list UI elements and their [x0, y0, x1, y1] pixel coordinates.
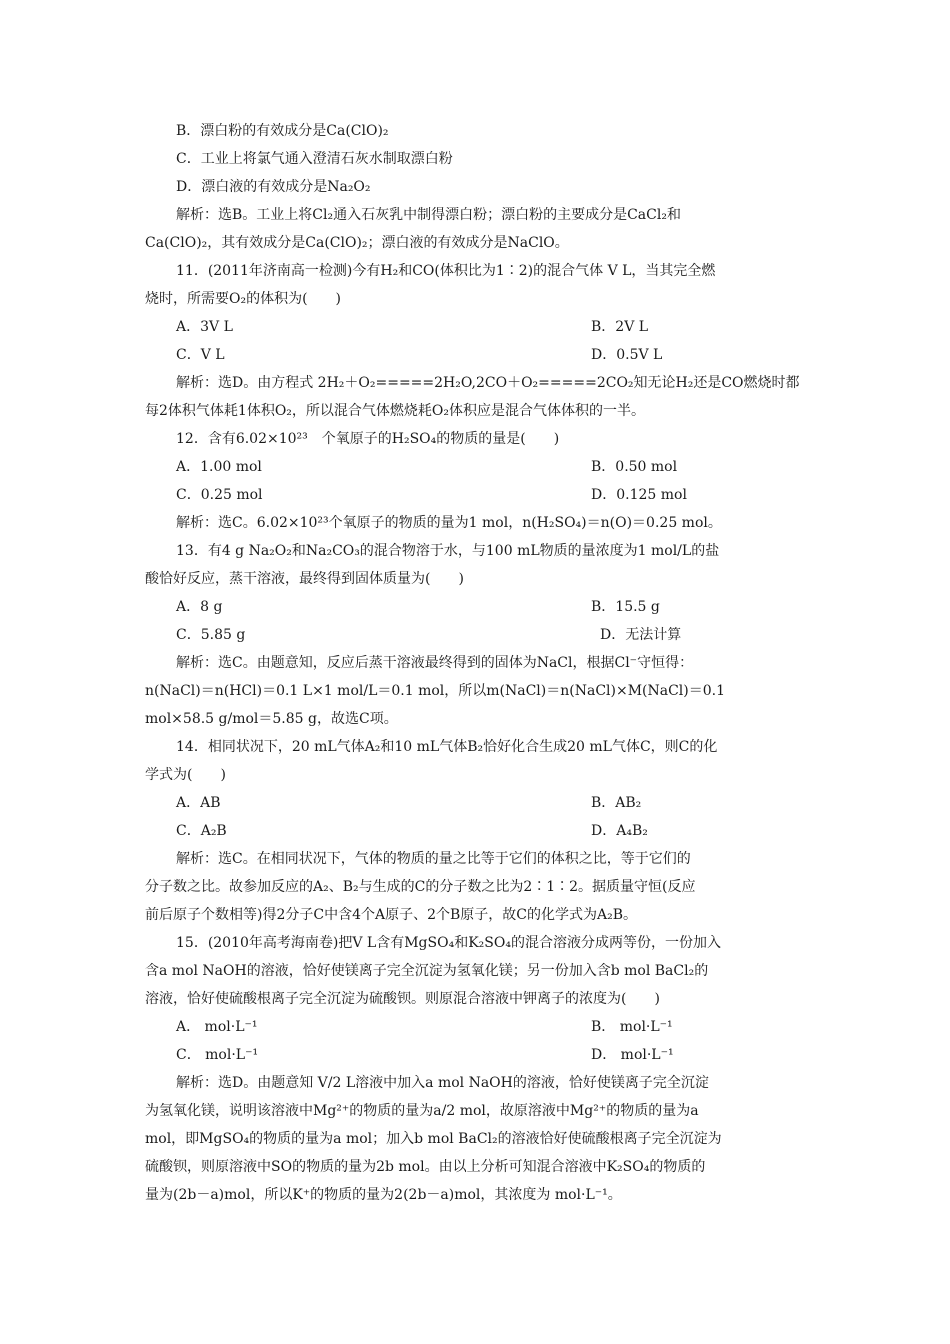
question-15-line2: 含a mol NaOH的溶液，恰好使镁离子完全沉淀为氢氧化镁；另一份加入含b mol BaCl₂的 [145, 963, 709, 979]
answer-q14-line3: 前后原子个数相等)得2分子C中含4个A原子、2个B原子，故C的化学式为A₂B。 [145, 907, 638, 923]
options-q11-row1 [176, 314, 836, 341]
option-d-q12: D．0.125 mol [591, 487, 687, 503]
option-d-q11: D．0.5V L [591, 347, 663, 363]
answer-q10-line1: 解析：选B。工业上将Cl₂通入石灰乳中制得漂白粉；漂白粉的主要成分是CaCl₂和 [176, 207, 681, 223]
question-11-line1: 11．(2011年济南高一检测)今有H₂和CO(体积比为1∶2)的混合气体 V L，当其完全燃 [176, 263, 716, 279]
option-a-q14: A．AB [176, 795, 221, 811]
options-q14-row2 [176, 818, 836, 845]
answer-q12: 解析：选C。6.02×10²³个氧原子的物质的量为1 mol，n(H₂SO₄)＝n(O)＝0.25 mol。 [176, 515, 722, 531]
options-q13-row1 [176, 594, 836, 621]
option-d-q14: D．A₄B₂ [591, 823, 648, 839]
option-d-q15: D． mol·L⁻¹ [591, 1047, 674, 1063]
question-12: 12．含有6.02×10²³ 个氧原子的H₂SO₄的物质的量是( ) [176, 431, 560, 447]
answer-q13-line1: 解析：选C。由题意知，反应后蒸干溶液最终得到的固体为NaCl，根据Cl⁻守恒得： [176, 655, 694, 671]
option-d-q13: D．无法计算 [600, 627, 682, 643]
option-b-q15: B． mol·L⁻¹ [591, 1019, 673, 1035]
options-q12-row2 [176, 482, 836, 509]
option-c-q14: C．A₂B [176, 823, 227, 839]
answer-q13-line3: mol×58.5 g/mol＝5.85 g，故选C项。 [145, 711, 398, 727]
option-a-q11: A．3V L [176, 319, 233, 335]
option-b-q13: B．15.5 g [591, 599, 660, 615]
answer-q13-line2: n(NaCl)＝n(HCl)＝0.1 L×1 mol/L＝0.1 mol，所以m(NaCl)＝n(NaCl)×M(NaCl)＝0.1 [145, 683, 726, 699]
option-b-q14: B．AB₂ [591, 795, 642, 811]
option-c-q15: C． mol·L⁻¹ [176, 1047, 259, 1063]
answer-q14-line2: 分子数之比。故参加反应的A₂、B₂与生成的C的分子数之比为2∶1∶2。据质量守恒(反应 [145, 879, 696, 895]
option-c-q13: C．5.85 g [176, 627, 246, 643]
options-q13-row2 [176, 622, 836, 649]
answer-q15-line4: 硫酸钡，则原溶液中SO的物质的量为2b mol。由以上分析可知混合溶液中K₂SO₄的物质的 [145, 1159, 706, 1175]
options-q15-row2 [176, 1042, 836, 1069]
option-a-q15: A． mol·L⁻¹ [176, 1019, 258, 1035]
answer-q11-line2: 每2体积气体耗1体积O₂，所以混合气体燃烧耗O₂体积应是混合气体体积的一半。 [145, 403, 645, 419]
question-13-line2: 酸恰好反应，蒸干溶液，最终得到固体质量为( ) [145, 571, 464, 587]
option-b-q10: B．漂白粉的有效成分是Ca(ClO)₂ [176, 123, 389, 139]
option-b-q12: B．0.50 mol [591, 459, 678, 475]
option-c-q11: C．V L [176, 347, 225, 363]
option-c-q10: C．工业上将氯气通入澄清石灰水制取漂白粉 [176, 151, 453, 167]
answer-q14-line1: 解析：选C。在相同状况下，气体的物质的量之比等于它们的体积之比，等于它们的 [176, 851, 691, 867]
question-13-line1: 13．有4 g Na₂O₂和Na₂CO₃的混合物溶于水，与100 mL物质的量浓度为1 mol/L的盐 [176, 543, 720, 559]
option-a-q12: A．1.00 mol [176, 459, 262, 475]
answer-q15-line5: 量为(2b－a)mol，所以K⁺的物质的量为2(2b－a)mol，其浓度为 mol·L⁻¹。 [145, 1187, 622, 1203]
option-b-q11: B．2V L [591, 319, 649, 335]
option-c-q12: C．0.25 mol [176, 487, 263, 503]
question-15-line1: 15．(2010年高考海南卷)把V L含有MgSO₄和K₂SO₄的混合溶液分成两等份，一份加入 [176, 935, 721, 951]
options-q11-row2 [176, 342, 836, 369]
answer-q11-line1: 解析：选D。由方程式 2H₂＋O₂=====2H₂O,2CO＋O₂=====2CO₂知无论H₂还是CO燃烧时都 [176, 375, 800, 391]
answer-q10-line2: Ca(ClO)₂，其有效成分是Ca(ClO)₂；漂白液的有效成分是NaClO。 [145, 235, 569, 251]
option-a-q13: A．8 g [176, 599, 223, 615]
question-15-line3: 溶液，恰好使硫酸根离子完全沉淀为硫酸钡。则原混合溶液中钾离子的浓度为( ) [145, 991, 660, 1007]
question-11-line2: 烧时，所需要O₂的体积为( ) [145, 291, 342, 307]
answer-q15-line3: mol，即MgSO₄的物质的量为a mol；加入b mol BaCl₂的溶液恰好使硫酸根离子完全沉淀为 [145, 1131, 722, 1147]
options-q14-row1 [176, 790, 836, 817]
options-q15-row1 [176, 1014, 836, 1041]
answer-q15-line1: 解析：选D。由题意知 V/2 L溶液中加入a mol NaOH的溶液，恰好使镁离子完全沉淀 [176, 1075, 709, 1091]
options-q12-row1 [176, 454, 836, 481]
option-d-q10: D．漂白液的有效成分是Na₂O₂ [176, 179, 371, 195]
question-14-line2: 学式为( ) [145, 767, 226, 783]
question-14-line1: 14．相同状况下，20 mL气体A₂和10 mL气体B₂恰好化合生成20 mL气体C，则C的化 [176, 739, 718, 755]
answer-q15-line2: 为氢氧化镁，说明该溶液中Mg²⁺的物质的量为a/2 mol，故原溶液中Mg²⁺的物质的量为a [145, 1103, 699, 1119]
